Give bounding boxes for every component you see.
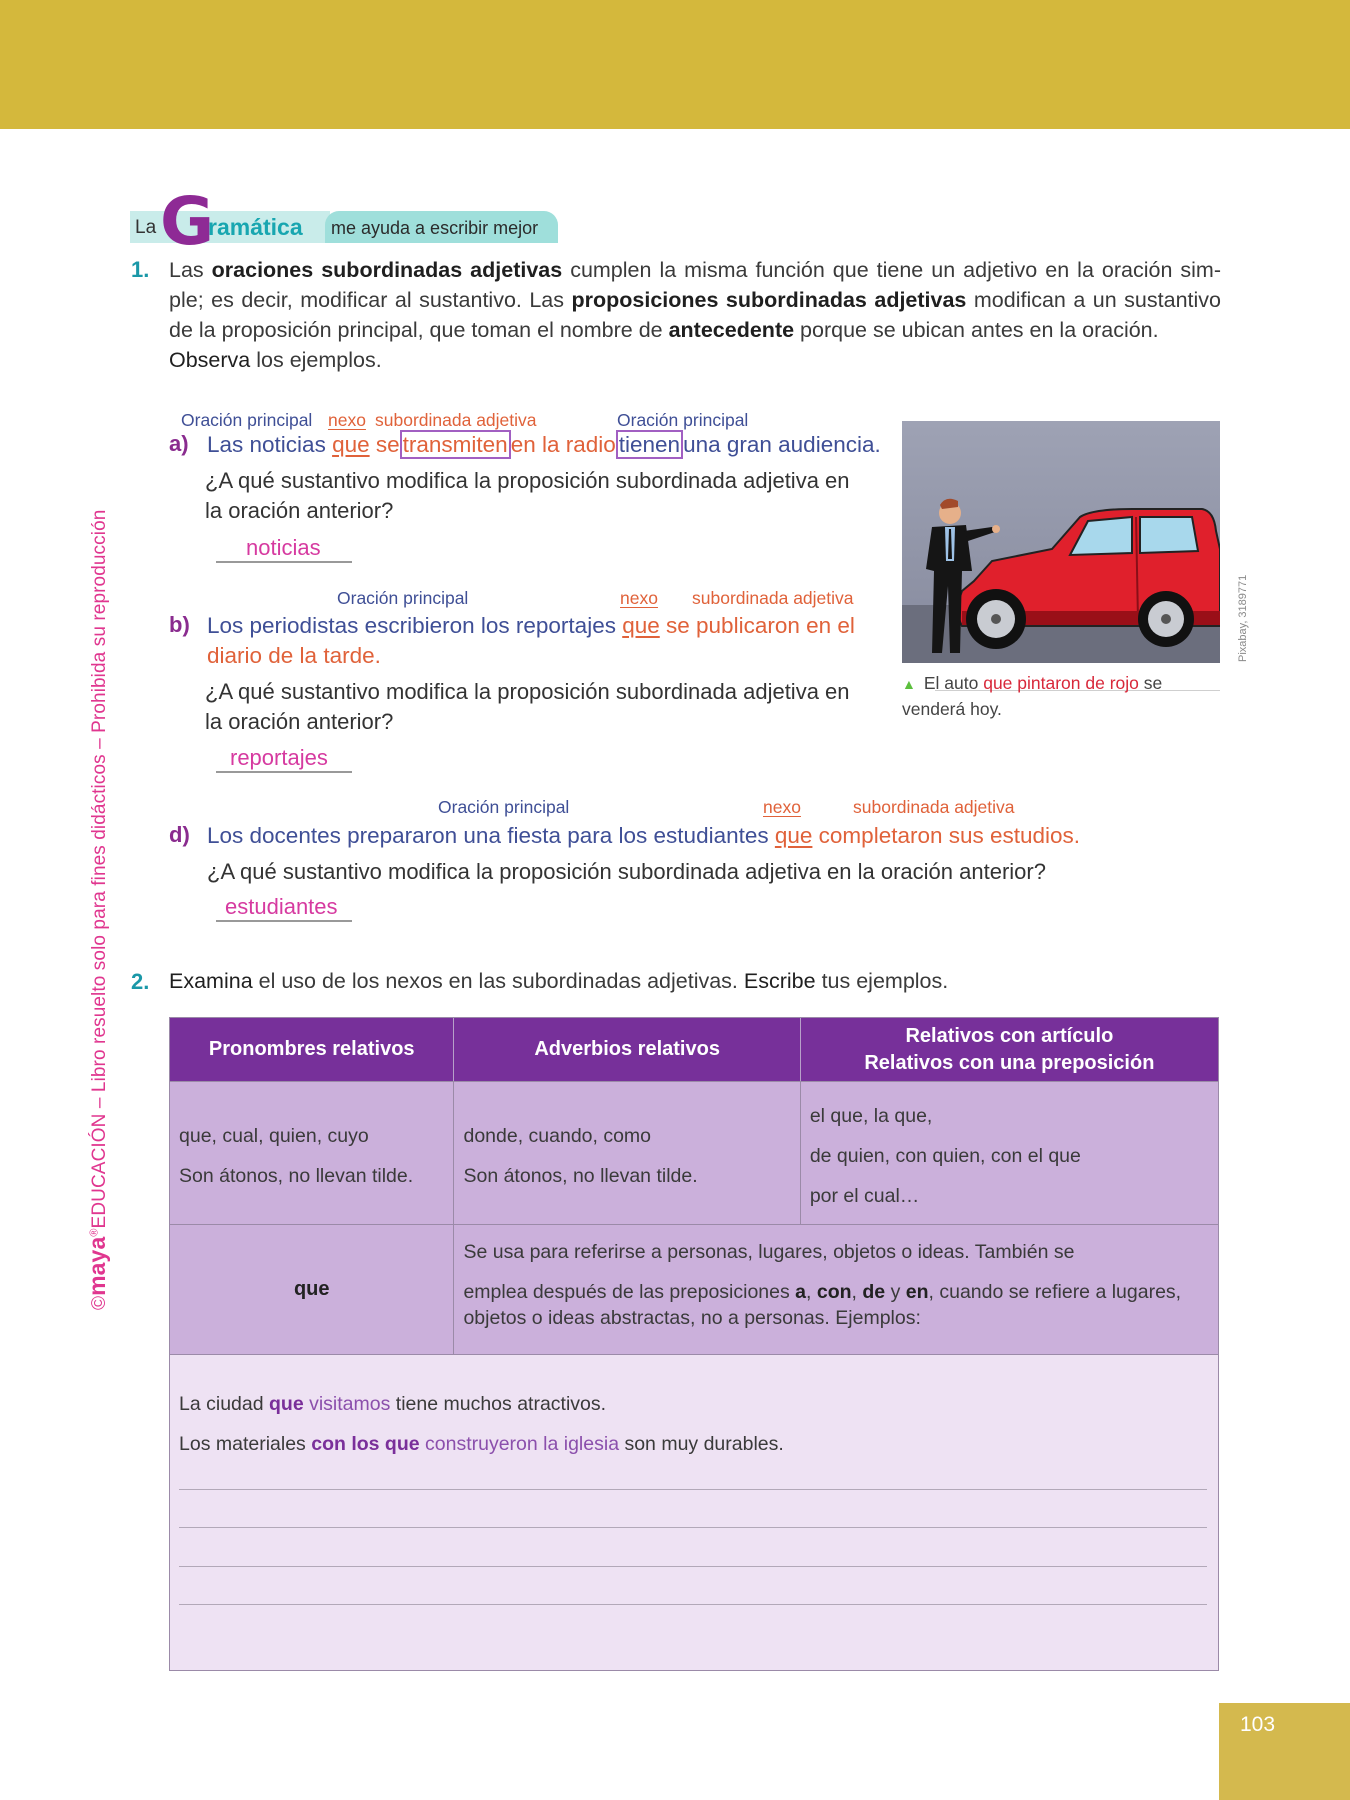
- table-cell: [801, 1082, 1218, 1224]
- writing-line[interactable]: [179, 1566, 1207, 1567]
- text: ple; es decir, modificar al sustantivo. Las: [169, 288, 572, 312]
- examples-writing-area[interactable]: [170, 1354, 1218, 1670]
- banner-big-letter: G: [160, 183, 215, 260]
- photo-caption: [902, 671, 1220, 722]
- example-d-letter: d): [169, 822, 190, 847]
- cell-line: donde, cuando, como: [463, 1125, 652, 1147]
- instruction-verb: Observa: [169, 348, 251, 372]
- subordinate-text: diario de la tarde.: [207, 643, 381, 668]
- example-b-answer[interactable]: reportajes: [216, 745, 352, 773]
- row-key-que: que: [170, 1225, 454, 1354]
- caption-text: El auto: [923, 673, 984, 693]
- preposition: con: [816, 1281, 852, 1303]
- example-sentence: [179, 1393, 606, 1416]
- main-clause-text: Las noticias: [207, 432, 333, 457]
- copyright-side-note: [84, 510, 111, 1310]
- nexo: que: [269, 1393, 304, 1415]
- main-clause-text: Los periodistas escribieron los reportajes: [207, 613, 623, 638]
- text: La ciudad: [179, 1393, 269, 1415]
- label-subordinate: subordinada adjetiva: [853, 797, 1015, 817]
- preposition: en: [905, 1281, 929, 1303]
- caption-highlight: que pintaron de rojo: [983, 673, 1139, 693]
- text: porque se ubican antes en la oración.: [794, 318, 1159, 342]
- text: y: [885, 1281, 906, 1303]
- text: ,: [851, 1281, 863, 1303]
- example-d-answer[interactable]: estudiantes: [216, 894, 352, 922]
- car-photo: [902, 421, 1220, 663]
- page-number: 103: [1240, 1713, 1276, 1736]
- text: el uso de los nexos en las subordinadas adjetivas.: [252, 969, 744, 993]
- subordinate-text: se: [369, 432, 400, 457]
- instruction-verb: Examina: [169, 969, 253, 993]
- label-main-clause: Oración principal: [617, 410, 749, 430]
- header-adverbios: Adverbios relativos: [454, 1018, 800, 1081]
- header-relativos: [801, 1018, 1218, 1081]
- cell-line: que, cual, quien, cuyo: [179, 1125, 369, 1147]
- text: Los materiales: [179, 1433, 312, 1455]
- preposition: de: [862, 1281, 886, 1303]
- item-2-instruction: [169, 966, 1221, 996]
- item-1-paragraph: [169, 255, 1221, 375]
- cell-line: por el cual…: [809, 1185, 920, 1207]
- header-line: Relativos con una preposición: [864, 1051, 1155, 1074]
- term: oraciones subordinadas adjetivas: [211, 258, 563, 282]
- photo-credit: Pixabay, 3189771: [1237, 574, 1249, 662]
- writing-line[interactable]: [179, 1604, 1207, 1605]
- item-1-number: 1.: [131, 257, 150, 282]
- text: tus ejemplos.: [815, 969, 949, 993]
- text: son muy durables.: [619, 1433, 784, 1455]
- table-row: [170, 1224, 1218, 1354]
- example-d-question: ¿A qué sustantivo modifica la proposición subordinada adjetiva en la oración anterior?: [207, 859, 1046, 884]
- item-2-number: 2.: [131, 969, 150, 994]
- example-a-question: ¿A qué sustantivo modifica la proposición subordinada adjetiva en: [205, 468, 850, 493]
- text: cumplen la misma función que tiene un adjetivo en la oración sim-: [562, 258, 1221, 282]
- main-clause-text: Los docentes prepararon una fiesta para los estudiantes: [207, 823, 775, 848]
- nexo: con los que: [311, 1433, 420, 1455]
- cell-line: [463, 1279, 1210, 1305]
- nexo-text: que: [332, 432, 370, 457]
- example-b-question: ¿A qué sustantivo modifica la proposición subordinada adjetiva en: [205, 679, 850, 704]
- table-cell: [170, 1082, 454, 1224]
- example-b-sentence: [207, 611, 855, 671]
- label-subordinate: subordinada adjetiva: [692, 588, 854, 608]
- man-and-red-car-illustration: [902, 421, 1220, 663]
- cell-line: el que, la que,: [809, 1105, 933, 1127]
- text: ,: [806, 1281, 817, 1303]
- table-header-row: [170, 1018, 1218, 1081]
- label-nexo: nexo: [328, 410, 366, 430]
- subordinate-text: se publicaron en el: [659, 613, 855, 638]
- registered-mark: ®: [88, 1228, 101, 1237]
- text: de la proposición principal, que toman el nombre de: [169, 318, 669, 342]
- term: antecedente: [668, 318, 795, 342]
- cell-line: Se usa para referirse a personas, lugares, objetos o ideas. También se: [463, 1241, 1075, 1263]
- banner-title: ramática: [208, 214, 303, 240]
- label-nexo: nexo: [620, 588, 658, 608]
- text: los ejemplos.: [250, 348, 382, 372]
- table-cell: [454, 1082, 800, 1224]
- main-clause-text: una gran audiencia.: [683, 432, 881, 457]
- example-a-letter: a): [169, 431, 189, 456]
- label-main-clause: Oración principal: [181, 410, 313, 430]
- table-cell: [454, 1225, 1218, 1354]
- example-a-answer[interactable]: noticias: [216, 535, 352, 563]
- text: emplea después de las preposiciones: [463, 1281, 796, 1303]
- text: modifican a un sustantivo: [966, 288, 1221, 312]
- example-d-sentence: [207, 821, 1080, 851]
- example-a-question: la oración anterior?: [205, 498, 394, 523]
- header-band: [0, 0, 1350, 129]
- boxed-verb: transmiten: [400, 430, 511, 459]
- nexo-text: que: [774, 823, 813, 848]
- cell-line: de quien, con quien, con el que: [809, 1145, 1081, 1167]
- label-subordinate: subordinada adjetiva: [375, 410, 537, 430]
- banner-la: La: [135, 217, 157, 238]
- text: tiene muchos atractivos.: [390, 1393, 607, 1415]
- subordinate-text: en la radio: [510, 432, 616, 457]
- section-banner: [130, 183, 558, 260]
- banner-subtitle: me ayuda a escribir mejor: [331, 218, 539, 238]
- triangle-icon: ▲: [902, 676, 916, 692]
- nexo-text: que: [622, 613, 660, 638]
- example-sentence: [179, 1433, 784, 1456]
- subordinate-text: completaron sus estudios.: [812, 823, 1081, 848]
- subordinate: construyeron la iglesia: [425, 1433, 620, 1455]
- label-main-clause: Oración principal: [438, 797, 570, 817]
- brand-name: maya: [84, 1236, 110, 1296]
- subordinate: visitamos: [309, 1393, 391, 1415]
- side-note-text: EDUCACIÓN – Libro resuelto solo para fines didácticos – Prohibida su reproducción: [89, 509, 110, 1229]
- example-a-sentence: [207, 430, 881, 460]
- caption-text: se: [1138, 673, 1163, 693]
- instruction-verb: Escribe: [743, 969, 816, 993]
- boxed-verb: tienen: [616, 430, 683, 459]
- header-pronombres: Pronombres relativos: [170, 1018, 454, 1081]
- label-main-clause: Oración principal: [337, 588, 469, 608]
- relatives-table: [169, 1017, 1219, 1671]
- example-b-letter: b): [169, 612, 190, 637]
- header-line: Relativos con artículo: [905, 1024, 1114, 1047]
- text: , cuando se refiere a lugares,: [928, 1281, 1182, 1303]
- caption-text: venderá hoy.: [902, 699, 1002, 719]
- text: Las: [169, 258, 212, 282]
- writing-line[interactable]: [179, 1527, 1207, 1528]
- example-b-question: la oración anterior?: [205, 709, 394, 734]
- label-nexo: nexo: [763, 797, 801, 817]
- table-row: [170, 1081, 1218, 1224]
- copyright-symbol: ©: [89, 1295, 110, 1310]
- cell-line: objetos o ideas abstractas, no a personas. Ejemplos:: [463, 1307, 921, 1329]
- writing-line[interactable]: [179, 1489, 1207, 1490]
- preposition: a: [795, 1281, 807, 1303]
- cell-line: Son átonos, no llevan tilde.: [179, 1165, 414, 1187]
- cell-line: Son átonos, no llevan tilde.: [463, 1165, 698, 1187]
- term: proposiciones subordinadas adjetivas: [571, 288, 967, 312]
- page-number-box: [1219, 1703, 1350, 1800]
